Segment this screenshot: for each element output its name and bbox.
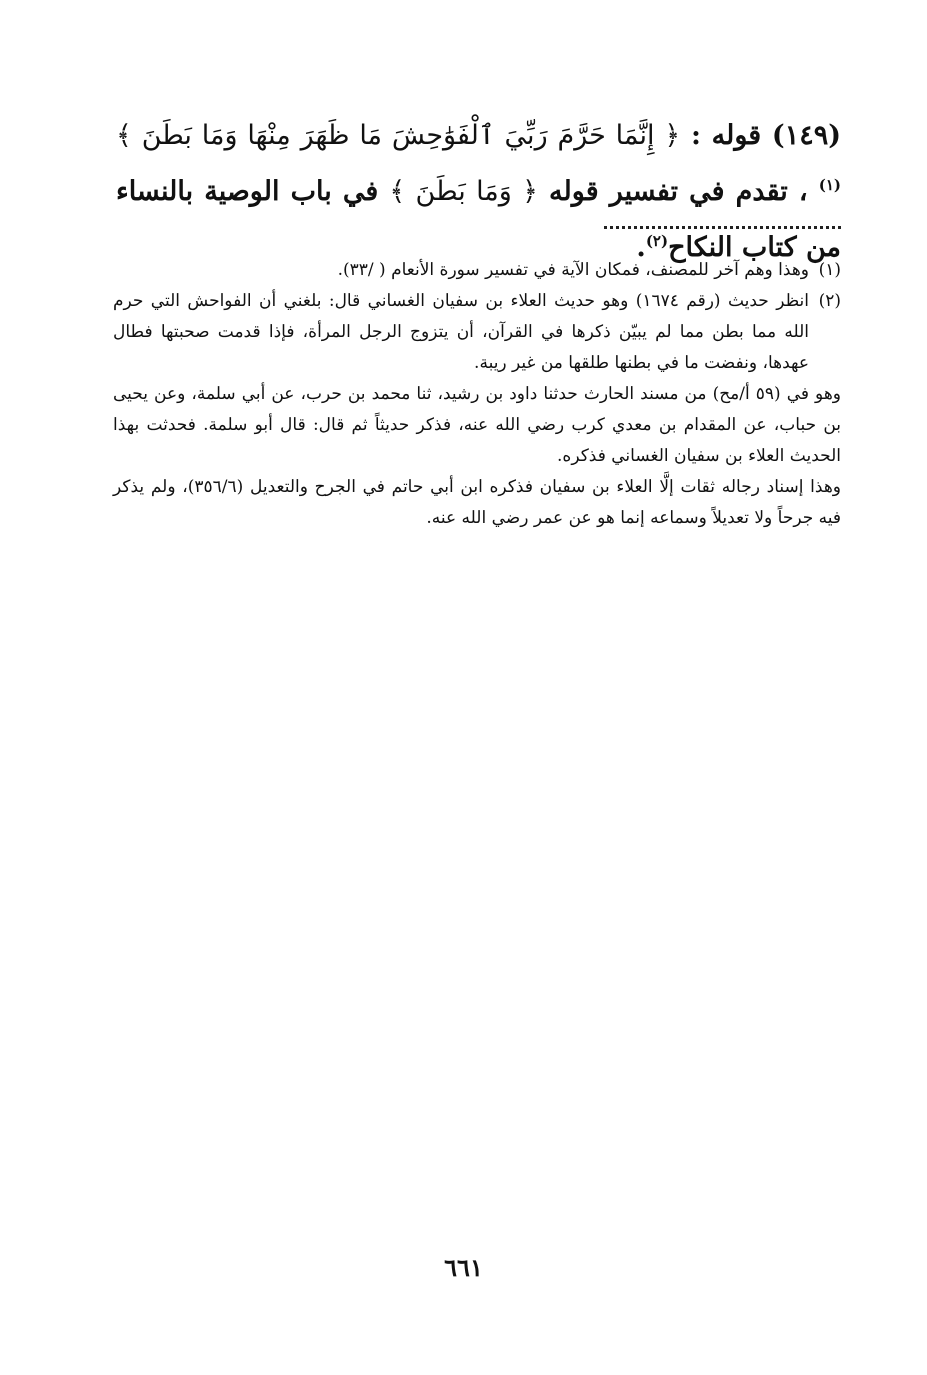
entry-number: (١٤٩) xyxy=(771,120,841,151)
footnotes xyxy=(113,255,841,534)
footnote-ref-2: (٢) xyxy=(645,232,669,250)
main-text-2: في باب الوصية بالنساء من كتاب النكاح xyxy=(116,176,841,263)
entry-intro: قوله : xyxy=(690,120,762,151)
footnote-item xyxy=(113,255,841,286)
footnote-continuation: وهذا إسناد رجاله ثقات إلَّا العلاء بن سفيان فذكره ابن أبي حاتم في الجرح والتعديل (٣٥٦/٦)، ولم يذكر فيه جرحاً ولا تعديلاً وسماعه إنما هو عن عمر رضي الله عنه. xyxy=(113,477,842,528)
quran-quote-2: ﴿ وَمَا بَطَنَ ﴾ xyxy=(389,176,538,207)
main-end: . xyxy=(636,232,646,263)
quran-quote: ﴿ إِنَّمَا حَرَّمَ رَبِّيَ ٱلْفَوَٰحِشَ مَا ظَهَرَ مِنْهَا وَمَا بَطَنَ ﴾ xyxy=(116,120,681,151)
footnote-number: (١) xyxy=(818,260,841,280)
page-number: ٦٦١ xyxy=(444,1253,483,1282)
footnote-ref-1: (١) xyxy=(818,176,841,194)
footnote-text: انظر حديث (رقم ١٦٧٤) وهو حديث العلاء بن سفيان الغساني قال: بلغني أن الفواحش التي حرم الله مما بطن مما لم يبيّن ذكرها في القرآن، أن يتزوج الرجل المرأة، فإذا قدمت صحبتها فطال عهدها، ونفضت ما في بطنها طلقها من غير ريبة. xyxy=(113,291,809,373)
footnote-number: (٢) xyxy=(818,291,841,311)
footnote-item xyxy=(113,286,841,379)
footnote-continuation: وهو في (٥٩ أ/مح) من مسند الحارث حدثنا داود بن رشيد، ثنا محمد بن حرب، عن أبي سلمة، وعن يحيى بن حباب، عن المقدام بن معدي كرب رضي الله عنه، فذكر حديثاً ثم قال: قال أبو سلمة. فحدثت بهذا الحديث العلاء بن سفيان الغساني فذكره. xyxy=(113,384,841,466)
main-text-1: ، تقدم في تفسير قوله xyxy=(549,176,808,207)
footnote-separator xyxy=(604,226,841,229)
footnote-text: وهذا وهم آخر للمصنف، فمكان الآية في تفسير سورة الأنعام ( /٣٣). xyxy=(337,260,809,280)
main-paragraph xyxy=(116,108,841,276)
